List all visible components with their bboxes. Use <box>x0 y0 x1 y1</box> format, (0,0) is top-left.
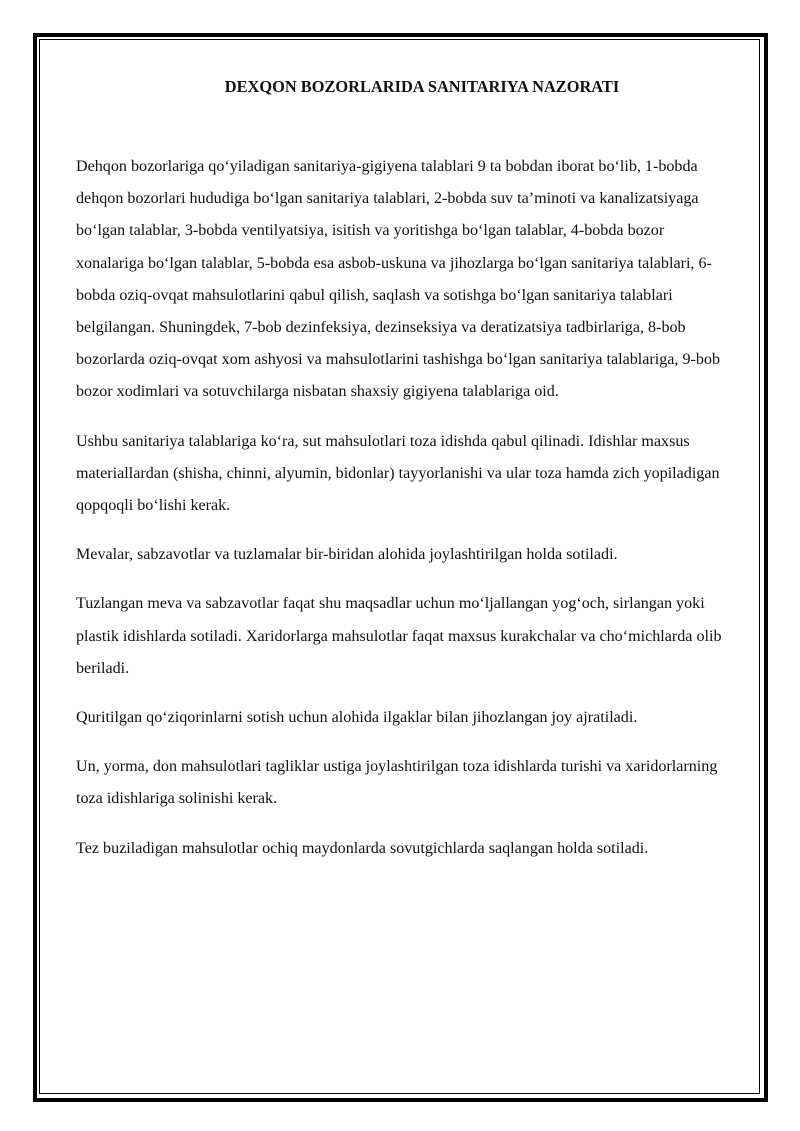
paragraph-pickled-goods: Tuzlangan meva va sabzavotlar faqat shu maqsadlar uchun mo‘ljallangan yog‘och, sirlangan yoki plastik idishlarda sotiladi. Xaridorlarga mahsulotlar faqat maxsus kurakchalar va cho‘michlarda olib beriladi. <box>76 595 722 677</box>
paragraph-dried-mushrooms: Quritilgan qo‘ziqorinlarni sotish uchun alohida ilgaklar bilan jihozlangan joy ajratiladi. <box>76 709 638 727</box>
paragraph-dairy-containers: Ushbu sanitariya talablariga ko‘ra, sut mahsulotlari toza idishda qabul qilinadi. Idishlar maxsus materiallardan (shisha, chinni, alyumin, bidonlar) tayyorlanishi va ular toza hamda zich yopiladigan qopqoqli bo‘lishi kerak. <box>76 432 720 515</box>
paragraph-requirements-overview: Dehqon bozorlariga qo‘yiladigan sanitariya-gigiyena talablari 9 ta bobdan iborat bo‘lib, 1-bobda dehqon bozorlari hududiga bo‘lgan sanitariya talablari, 2-bobda suv ta’minoti va kanalizatsiyaga bo‘lgan talablar, 3-bobda ventilyatsiya, isitish va yoritishga bo‘lgan talablar, 4-bobda bozor xonalariga bo‘lgan talablar, 5-bobda esa asbob-uskuna va jihozlarga bo‘lgan sanitariya talablari, 6-bobda oziq-ovqat mahsulotlarini qabul qilish, saqlash va sotishga bo‘lgan sanitariya talablari belgilangan. Shuningdek, 7-bob dezinfeksiya, dezinseksiya va deratizatsiya tadbirlariga, 8-bob bozorlarda oziq-ovqat xom ashyosi va mahsulotlarini tashishga bo‘lgan sanitariya talablariga, 9-bob bozor xodimlari va sotuvchilarga nisbatan shaxsiy gigiyena talablariga oid. <box>76 158 721 401</box>
document-title: DEXQON BOZORLARIDA SANITARIYA NAZORATI <box>224 77 620 96</box>
paragraph-flour-grain: Un, yorma, don mahsulotlari tagliklar ustiga joylashtirilgan toza idishlarda turishi va xaridorlarning toza idishlariga solinishi kerak. <box>76 758 718 808</box>
paragraph-fruits-vegetables: Mevalar, sabzavotlar va tuzlamalar bir-biridan alohida joylashtirilgan holda sotiladi. <box>76 546 618 564</box>
paragraph-perishables: Tez buziladigan mahsulotlar ochiq maydonlarda sovutgichlarda saqlangan holda sotiladi. <box>76 839 649 857</box>
document-body <box>76 73 724 865</box>
